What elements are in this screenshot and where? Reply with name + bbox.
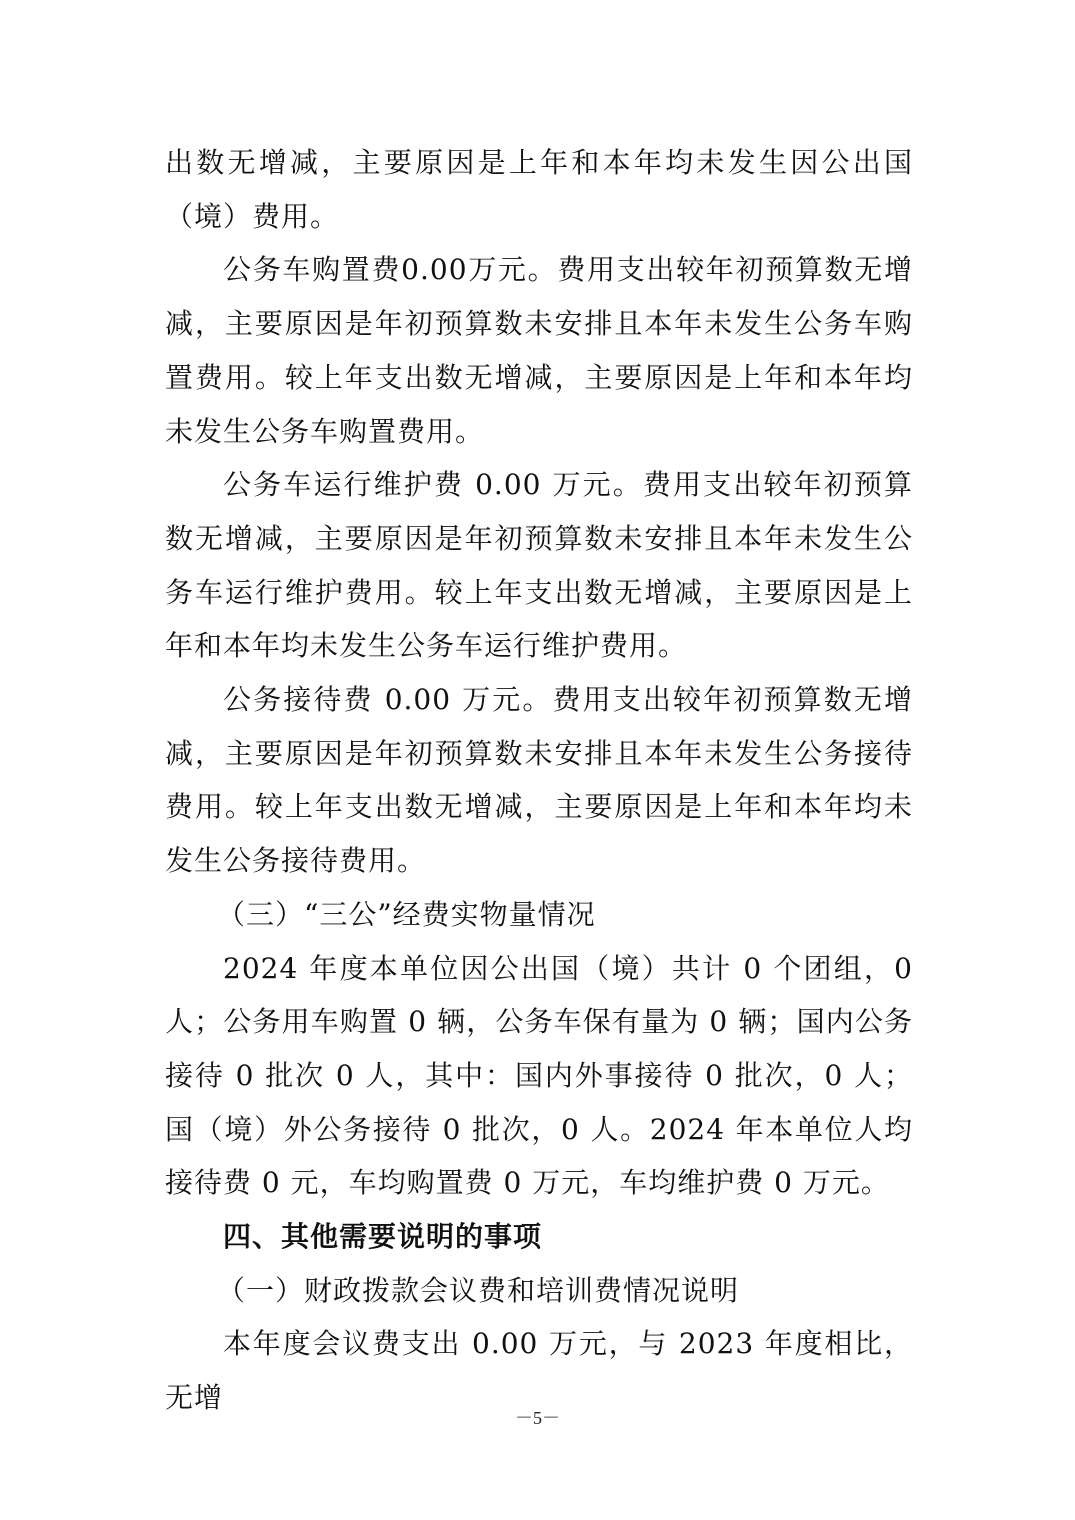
page-number: －5－ (515, 1408, 560, 1428)
subheading-physical-quantity: （三）“三公”经费实物量情况 (217, 897, 596, 931)
subheading-meeting-training: （一）财政拨款会议费和培训费情况说明 (217, 1273, 740, 1307)
paragraph-vehicle-purchase: 公务车购置费0.00万元。费用支出较年初预算数无增减，主要原因是年初预算数未安排且本年未发生公务车购置费用。较上年支出数无增减，主要原因是上年和本年均未发生公务车购置费用。 (165, 253, 913, 448)
paragraph-meeting-fee: 本年度会议费支出 0.00 万元，与 2023 年度相比，无增 (165, 1327, 913, 1415)
document-body (165, 136, 913, 1425)
paragraph-continuation: 出数无增减，主要原因是上年和本年均未发生因公出国（境）费用。 (165, 146, 913, 233)
paragraph-physical-quantity: 2024 年度本单位因公出国（境）共计 0 个团组，0 人；公务用车购置 0 辆，公务车保有量为 0 辆；国内公务接待 0 批次 0 人，其中：国内外事接待 0 批次，0 人；国（境）外公务接待 0 批次，0 人。2024 年本单位人均接待费 0 元，车均购置费 0 万元，车均维护费 0 万元。 (165, 951, 913, 1200)
paragraph-vehicle-maintenance: 公务车运行维护费 0.00 万元。费用支出较年初预算数无增减，主要原因是年初预算数未安排且本年未发生公务车运行维护费用。较上年支出数无增减，主要原因是上年和本年均未发生公务车运行维护费用。 (165, 468, 913, 663)
paragraph-reception-fee: 公务接待费 0.00 万元。费用支出较年初预算数无增减，主要原因是年初预算数未安排且本年未发生公务接待费用。较上年支出数无增减，主要原因是上年和本年均未发生公务接待费用。 (165, 683, 913, 878)
section-heading-other-matters: 四、其他需要说明的事项 (223, 1220, 543, 1254)
